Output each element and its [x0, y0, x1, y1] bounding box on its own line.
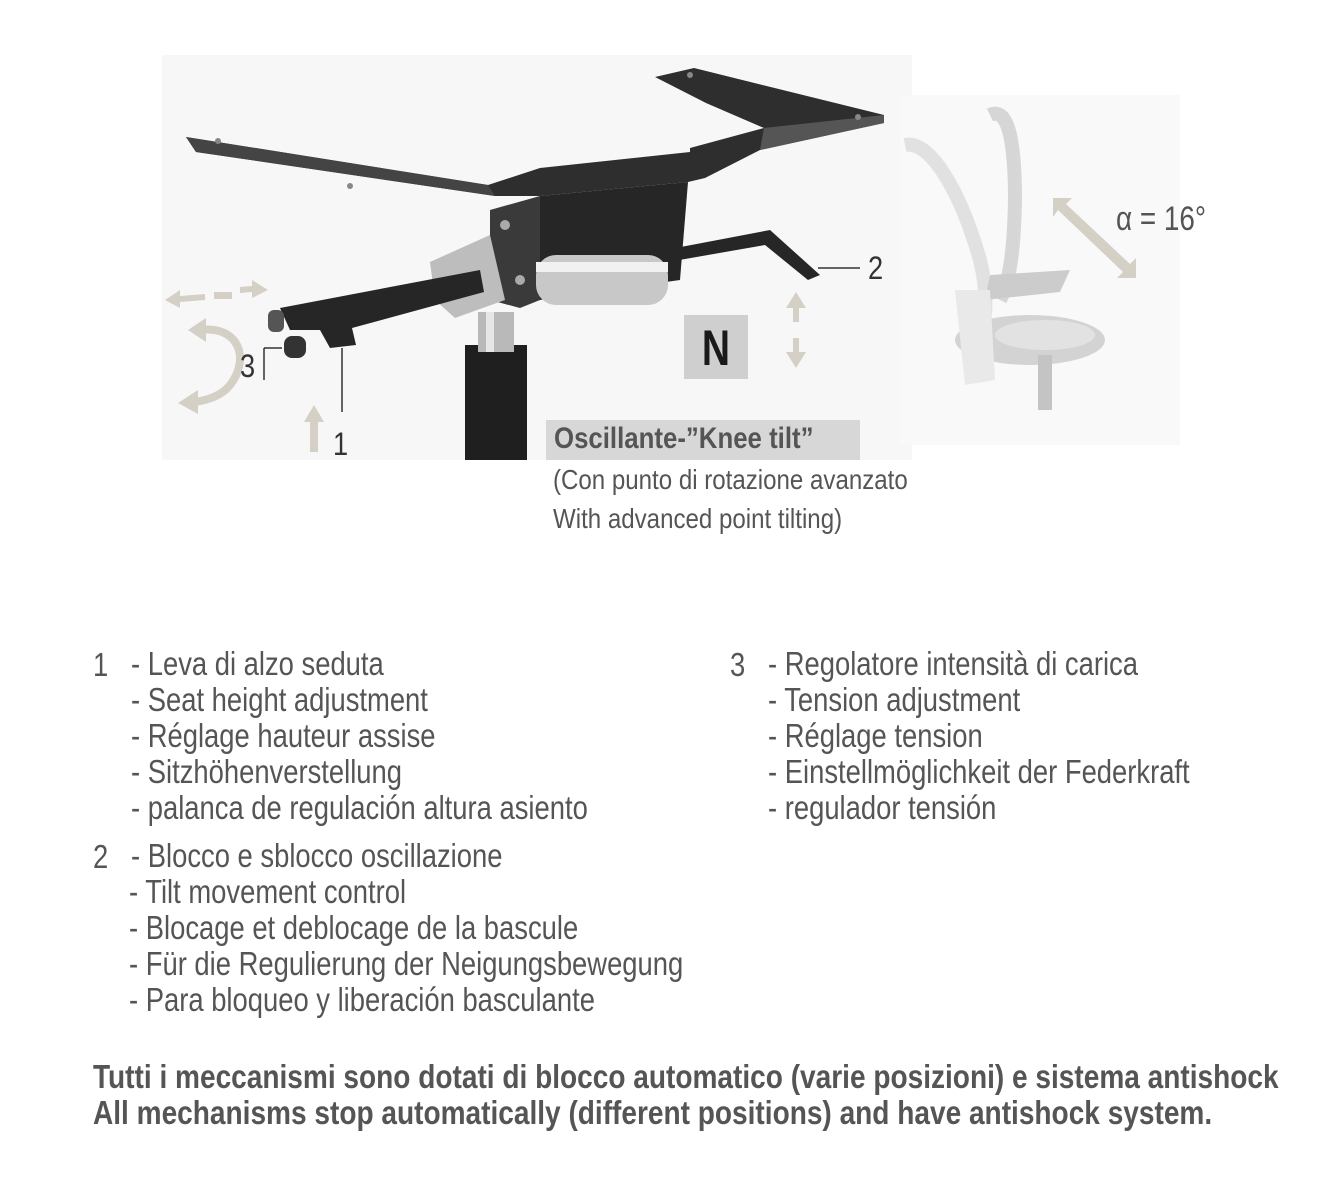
caption-title-box — [546, 420, 860, 460]
item-line: - Tension adjustment — [768, 681, 1021, 718]
caption-title: Oscillante-”Knee tilt” — [554, 422, 814, 455]
item-number: 2 — [93, 838, 109, 875]
item-line: - regulador tensión — [768, 789, 997, 826]
item-line: - Einstellmöglichkeit der Federkraft — [768, 753, 1190, 790]
item-number: 3 — [730, 646, 746, 683]
item-line: - Tilt movement control — [129, 873, 407, 910]
item-line: - Blocco e sblocco oscillazione — [131, 837, 503, 874]
footer-line-2: All mechanisms stop automatically (different positions) and have antishock system. — [93, 1094, 1213, 1131]
mode-badge — [684, 315, 748, 379]
caption-line-1: (Con punto di rotazione avanzato — [553, 464, 908, 495]
mechanism-figure — [0, 0, 1340, 560]
item-line: - Seat height adjustment — [131, 681, 428, 718]
item-line: - Réglage hauteur assise — [131, 717, 436, 754]
item-line: - Für die Regulierung der Neigungsbewegung — [129, 945, 684, 982]
callout-2-label: 2 — [868, 250, 884, 286]
callout-1-label: 1 — [333, 426, 349, 462]
caption-line-2: With advanced point tilting) — [553, 503, 843, 534]
item-line: - Para bloqueo y liberación basculante — [129, 981, 595, 1018]
item-line: - Blocage et deblocage de la bascule — [129, 909, 579, 946]
footer-line-1: Tutti i meccanismi sono dotati di blocco automatico (varie posizioni) e sistema antishock — [93, 1058, 1279, 1095]
item-number: 1 — [93, 646, 109, 683]
mode-badge-text: N — [701, 320, 731, 376]
item-line: - Leva di alzo seduta — [131, 645, 384, 682]
item-line: - Sitzhöhenverstellung — [131, 753, 403, 790]
tilt-angle-label: α = 16° — [1116, 200, 1207, 238]
item-line: - Réglage tension — [768, 717, 983, 754]
callout-3-label: 3 — [240, 348, 256, 384]
item-line: - palanca de regulación altura asiento — [131, 789, 588, 826]
item-line: - Regolatore intensità di carica — [768, 645, 1138, 682]
